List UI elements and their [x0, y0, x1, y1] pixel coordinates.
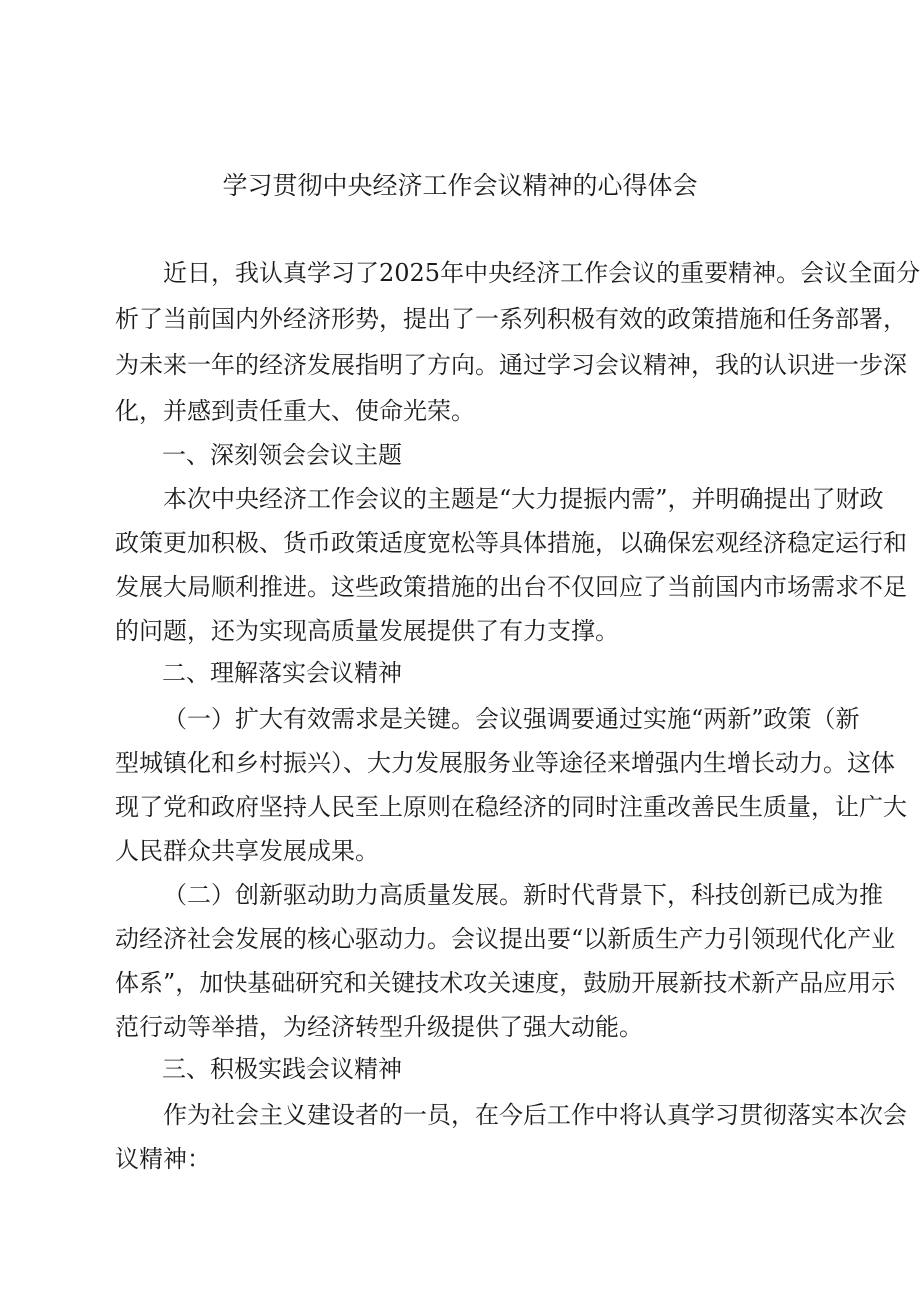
section-1-heading: 一、深刻领会会议主题 [162, 441, 402, 469]
section-2-item-2-line-1: （二）创新驱动助力高质量发展。新时代背景下，科技创新已成为推 [163, 881, 883, 909]
section-2-item-1-line-3: 现了党和政府坚持人民至上原则在稳经济的同时注重改善民生质量，让广大 [115, 793, 907, 821]
section-3-line-2: 议精神： [115, 1145, 211, 1173]
intro-line-4: 化，并感到责任重大、使命光荣。 [115, 397, 475, 425]
section-1-line-4: 的问题，还为实现高质量发展提供了有力支撑。 [115, 617, 619, 645]
intro-line-1: 近日，我认真学习了2025年中央经济工作会议的重要精神。会议全面分 [163, 259, 920, 287]
section-3-line-1: 作为社会主义建设者的一员，在今后工作中将认真学习贯彻落实本次会 [163, 1101, 907, 1129]
section-3-heading: 三、积极实践会议精神 [162, 1055, 402, 1083]
section-1-line-2: 政策更加积极、货币政策适度宽松等具体措施，以确保宏观经济稳定运行和 [115, 529, 907, 557]
section-2-item-1-line-1: （一）扩大有效需求是关键。会议强调要通过实施“两新”政策（新 [163, 705, 860, 733]
document-title: 学习贯彻中央经济工作会议精神的心得体会 [222, 171, 698, 200]
section-1-line-3: 发展大局顺利推进。这些政策措施的出台不仅回应了当前国内市场需求不足 [115, 573, 907, 601]
section-2-item-1-line-2: 型城镇化和乡村振兴）、大力发展服务业等途径来增强内生增长动力。这体 [115, 749, 895, 777]
intro-line-2: 析了当前国内外经济形势，提出了一系列积极有效的政策措施和任务部署， [115, 305, 907, 333]
section-2-item-1-line-4: 人民群众共享发展成果。 [115, 837, 379, 865]
section-1-line-1: 本次中央经济工作会议的主题是“大力提振内需”，并明确提出了财政 [163, 485, 884, 513]
section-2-item-2-line-4: 范行动等举措，为经济转型升级提供了强大动能。 [115, 1013, 643, 1041]
section-2-item-2-line-3: 体系”，加快基础研究和关键技术攻关速度，鼓励开展新技术新产品应用示 [115, 969, 896, 997]
intro-line-3: 为未来一年的经济发展指明了方向。通过学习会议精神，我的认识进一步深 [115, 351, 907, 379]
section-2-heading: 二、理解落实会议精神 [162, 659, 402, 687]
section-2-item-2-line-2: 动经济社会发展的核心驱动力。会议提出要“以新质生产力引领现代化产业 [115, 925, 896, 953]
